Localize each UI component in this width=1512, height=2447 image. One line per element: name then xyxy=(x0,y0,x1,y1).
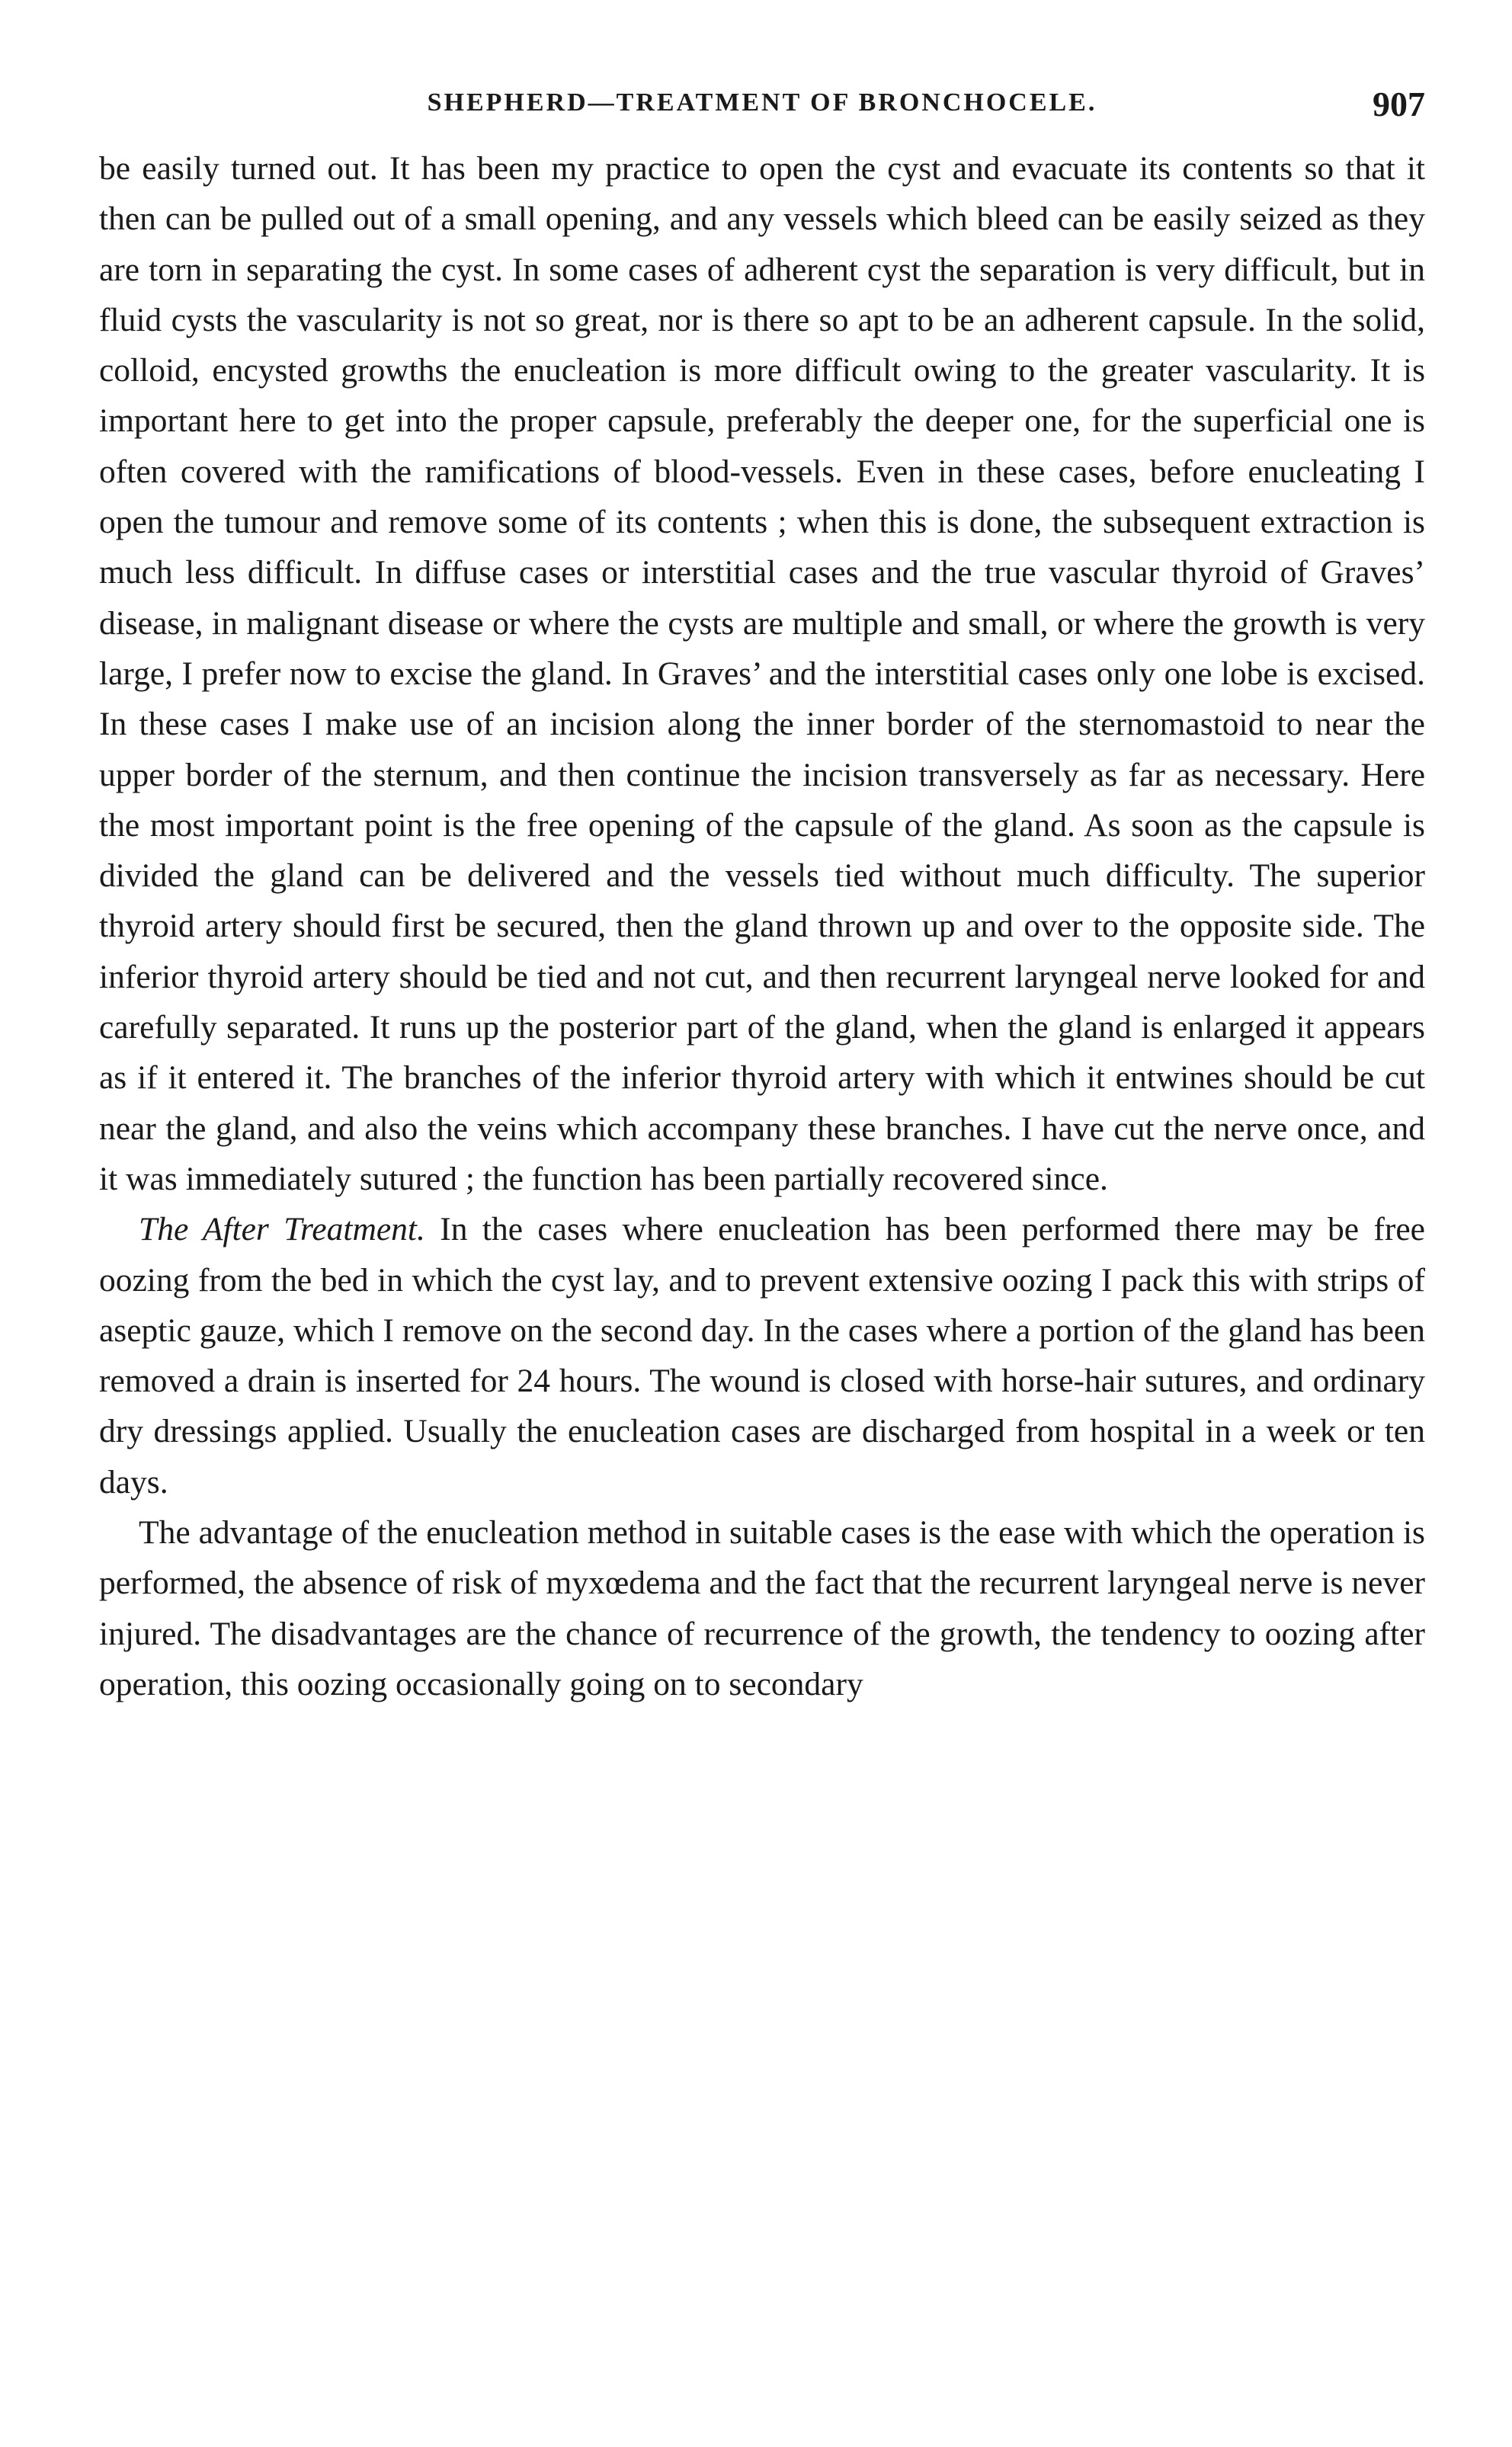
running-title: SHEPHERD—TREATMENT OF BRONCHOCELE. xyxy=(427,88,1097,117)
paragraph-text: be easily turned out. It has been my practice to open the cyst and evacuate its contents so that it then can be pulled out of a small opening, and any vessels which bleed can be easily seized as they are torn in separating the cyst. In some cases of adherent cyst the separation is very difficult, but in fluid cysts the vascularity is not so great, nor is there so apt to be an adherent capsule. In the solid, colloid, encysted growths the enucleation is more difficult owing to the greater vascularity. It is important here to get into the proper capsule, preferably the deeper one, for the superficial one is often covered with the ramifications of blood-vessels. Even in these cases, before enucleating I open the tumour and remove some of its contents ; when this is done, the subsequent extraction is much less difficult. In diffuse cases or interstitial cases and the true vascular thyroid of Graves’ disease, in malignant disease or where the cysts are multiple and small, or where the growth is very large, I prefer now to excise the gland. In Graves’ and the interstitial cases only one lobe is excised. In these cases I make use of an incision along the inner border of the sternomastoid to near the upper border of the sternum, and then continue the incision transversely as far as necessary. Here the most important point is the free opening of the capsule of the gland. As soon as the capsule is divided the gland can be delivered and the vessels tied without much difficulty. The superior thyroid artery should first be secured, then the gland thrown up and over to the opposite side. The inferior thyroid artery should be tied and not cut, and then recurrent laryngeal nerve looked for and carefully separated. It runs up the posterior part of the gland, when the gland is enlarged it appears as if it entered it. The branches of the inferior thyroid artery with which it entwines should be cut near the gland, and also the veins which accompany these branches. I have cut the nerve once, and it was immediately sutured ; the function has been partially recovered since. xyxy=(99,150,1425,1197)
paragraph-continuation xyxy=(99,143,1425,1204)
paragraph-advantages xyxy=(99,1507,1425,1709)
paragraph-text: The advantage of the enucleation method in suitable cases is the ease with which the operation is performed, the absence of risk of myxœdema and the fact that the recurrent laryngeal nerve is never injured. The disadvantages are the chance of recurrence of the growth, the tendency to oozing after operation, this oozing occasionally going on to secondary xyxy=(99,1514,1425,1702)
page-number: 907 xyxy=(1373,85,1425,123)
section-heading-after-treatment: The After Treatment. xyxy=(139,1211,425,1248)
paragraph-after-treatment xyxy=(99,1204,1425,1507)
page xyxy=(99,84,1425,1709)
running-head xyxy=(99,84,1425,133)
body-text xyxy=(99,143,1425,1709)
paragraph-text: In the cases where enucleation has been performed there may be free oozing from the bed in which the cyst lay, and to prevent extensive oozing I pack this with strips of aseptic gauze, which I remove on the second day. In the cases where a portion of the gland has been removed a drain is inserted for 24 hours. The wound is closed with horse-hair sutures, and ordinary dry dressings applied. Usually the enucleation cases are discharged from hospital in a week or ten days. xyxy=(99,1211,1425,1501)
